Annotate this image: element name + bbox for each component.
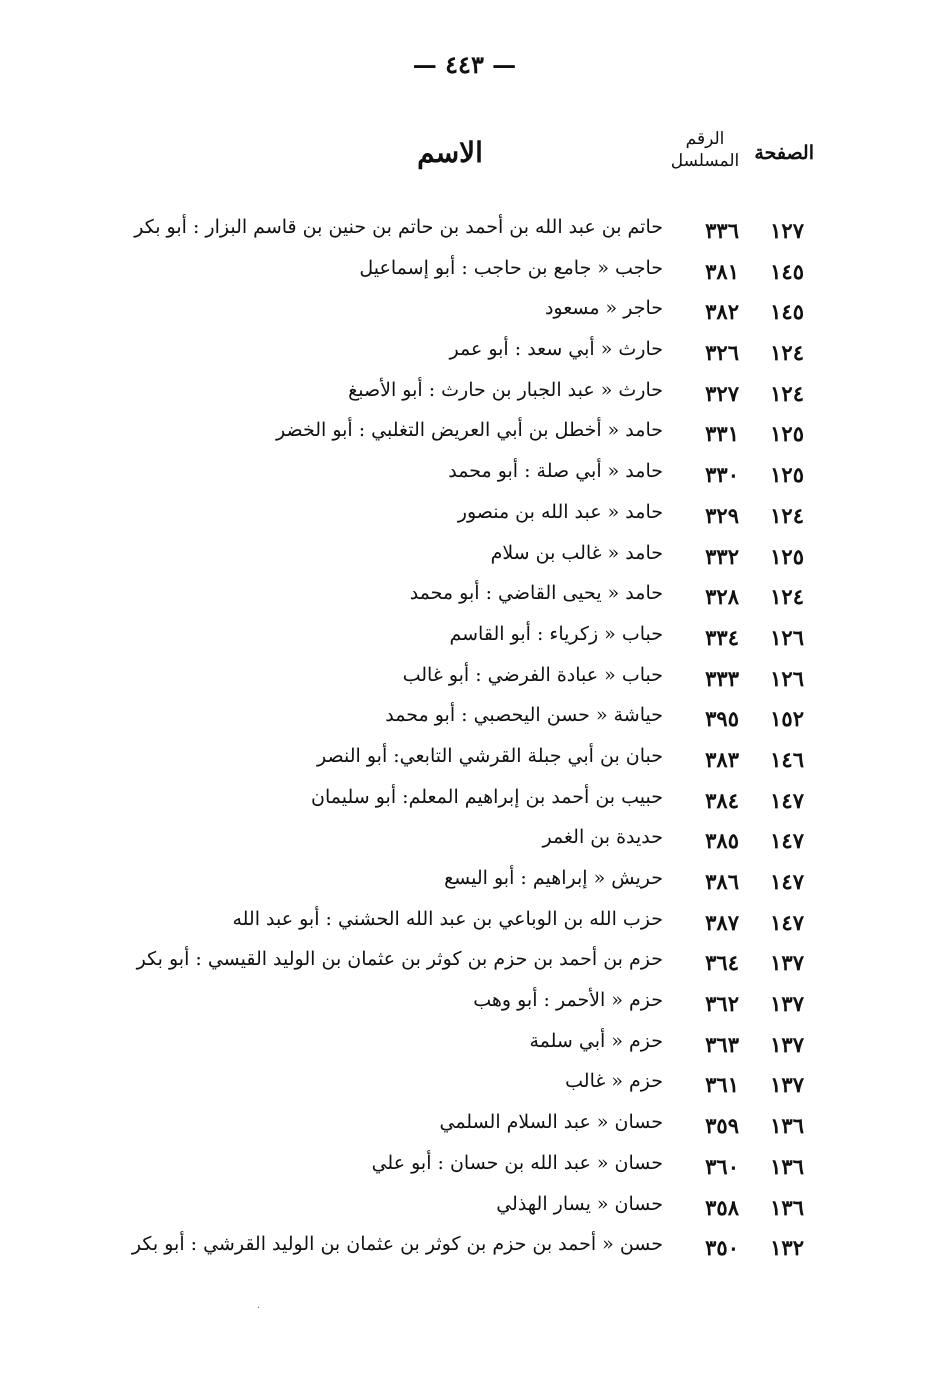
page-number-cell: ١٣٧	[770, 1031, 804, 1057]
serial-number-cell: ٣٨١	[705, 258, 739, 284]
page-number-cell: ١٤٧	[770, 909, 804, 935]
name-cell: حسان « عبد السلام السلمي	[439, 1111, 663, 1134]
table-row	[0, 944, 929, 985]
table-row	[0, 293, 929, 334]
page-number-cell: ١٣٧	[770, 991, 804, 1017]
serial-number-cell: ٣٩٥	[705, 706, 739, 732]
index-table	[0, 212, 929, 1270]
name-cell: حاجب « جامع بن حاجب : أبو إسماعيل	[359, 256, 663, 279]
table-row	[0, 415, 929, 456]
serial-number-cell: ٣٣١	[705, 421, 739, 447]
name-cell: حزب الله بن الوباعي بن عبد الله الحشني : أبو عبد الله	[232, 907, 663, 930]
table-row	[0, 334, 929, 375]
serial-column-header	[670, 128, 740, 172]
page-number-cell: ١٢٤	[770, 584, 804, 610]
serial-header-line2: المسلسل	[670, 151, 740, 171]
name-column-header: الاسم	[417, 136, 483, 169]
name-cell: حسن « أحمد بن حزم بن كوثر بن عثمان بن الوليد القرشي : أبو بكر	[131, 1233, 663, 1256]
serial-number-cell: ٣٦٠	[705, 1153, 739, 1179]
serial-number-cell: ٣٦٣	[705, 1031, 739, 1057]
page-number-cell: ١٢٤	[770, 502, 804, 528]
name-cell: حديدة بن الغمر	[542, 826, 663, 849]
paper-speck: ·	[257, 1303, 261, 1314]
serial-number-cell: ٣٨٧	[705, 909, 739, 935]
name-cell: حارث « أبي سعد : أبو عمر	[449, 338, 663, 361]
page-column-header: الصفحة	[754, 142, 814, 164]
page-number-cell: ١٤٧	[770, 787, 804, 813]
serial-number-cell: ٣٢٨	[705, 584, 739, 610]
name-cell: حزم « أبي سلمة	[529, 1029, 663, 1052]
table-row	[0, 782, 929, 823]
serial-number-cell: ٣٣٤	[705, 624, 739, 650]
name-cell: حامد « أخطل بن أبي العريض التغلبي : أبو الخضر	[275, 419, 663, 442]
table-row	[0, 904, 929, 945]
serial-number-cell: ٣٨٥	[705, 828, 739, 854]
serial-number-cell: ٣٢٦	[705, 340, 739, 366]
name-cell: حزم بن أحمد بن حزم بن كوثر بن عثمان بن الوليد القيسي : أبو بكر	[136, 948, 663, 971]
table-row	[0, 985, 929, 1026]
serial-number-cell: ٣٣٠	[705, 462, 739, 488]
table-row	[0, 1229, 929, 1270]
page-number-cell: ١٢٦	[770, 665, 804, 691]
serial-number-cell: ٣٨٦	[705, 869, 739, 894]
serial-number-cell: ٣٢٧	[705, 380, 739, 406]
name-cell: حسان « عبد الله بن حسان : أبو علي	[371, 1151, 663, 1174]
serial-number-cell: ٣٢٩	[705, 502, 739, 528]
serial-number-cell: ٣٦٤	[705, 950, 739, 976]
serial-number-cell: ٣٨٤	[705, 787, 739, 813]
table-row	[0, 1026, 929, 1067]
table-row	[0, 741, 929, 782]
page-number-cell: ١٢٦	[770, 624, 804, 650]
name-cell: حامد « أبي صلة : أبو محمد	[448, 460, 663, 483]
name-cell: حبيب بن أحمد بن إبراهيم المعلم: أبو سليمان	[311, 785, 663, 808]
table-row	[0, 1148, 929, 1189]
page-number-cell: ١٣٢	[770, 1235, 804, 1261]
name-cell: حبان بن أبي جبلة القرشي التابعي: أبو النصر	[317, 744, 663, 767]
table-row	[0, 822, 929, 863]
page-number-cell: ١٣٧	[770, 950, 804, 976]
table-row	[0, 456, 929, 497]
table-row	[0, 1066, 929, 1107]
page-number-cell: ١٣٧	[770, 1072, 804, 1098]
name-cell: حسان « يسار الهذلي	[496, 1192, 663, 1215]
serial-number-cell: ٣٦١	[705, 1072, 739, 1098]
name-cell: حاجر « مسعود	[544, 297, 663, 320]
name-cell: حباب « زكرياء : أبو القاسم	[449, 622, 663, 645]
name-cell: حامد « عبد الله بن منصور	[457, 500, 663, 523]
page-number-cell: ١٢٤	[770, 340, 804, 366]
serial-number-cell: ٣٣٦	[705, 218, 739, 243]
serial-number-cell: ٣٨٢	[705, 299, 739, 325]
serial-number-cell: ٣٦٢	[705, 991, 739, 1017]
table-row	[0, 1107, 929, 1148]
name-cell: حامد « غالب بن سلام	[490, 541, 663, 564]
name-cell: حزم « غالب	[565, 1070, 663, 1093]
name-cell: حامد « يحيى القاضي : أبو محمد	[409, 582, 663, 605]
page-number-cell: ١٤٦	[770, 746, 804, 772]
page-number-cell: ١٣٦	[770, 1153, 804, 1179]
table-row	[0, 619, 929, 660]
serial-number-cell: ٣٣٢	[705, 543, 739, 569]
table-row	[0, 253, 929, 294]
name-cell: حباب « عبادة الفرضي : أبو غالب	[402, 663, 663, 686]
page-number-cell: ١٢٥	[770, 543, 804, 569]
table-row	[0, 497, 929, 538]
page-number-cell: ١٢٥	[770, 421, 804, 447]
serial-number-cell: ٣٥٩	[705, 1113, 739, 1139]
page-number-cell: ١٤٧	[770, 828, 804, 854]
table-row	[0, 1189, 929, 1230]
page-number-cell: ١٤٥	[770, 299, 804, 325]
name-cell: حزم « الأحمر : أبو وهب	[473, 989, 663, 1012]
page-number-cell: ١٤٧	[770, 869, 804, 894]
serial-number-cell: ٣٣٣	[705, 665, 739, 691]
table-row	[0, 578, 929, 619]
page-number: — ٤٤٣ —	[412, 50, 517, 79]
name-cell: حياشة « حسن اليحصبي : أبو محمد	[385, 704, 663, 727]
table-row	[0, 700, 929, 741]
table-row	[0, 375, 929, 416]
table-header	[0, 122, 929, 192]
name-cell: حارث « عبد الجبار بن حارث : أبو الأصبغ	[348, 378, 663, 401]
page-number-cell: ١٣٦	[770, 1113, 804, 1139]
serial-header-line1: الرقم	[685, 129, 725, 149]
table-row	[0, 212, 929, 253]
page-number-cell: ١٢٧	[770, 218, 804, 243]
name-cell: حاتم بن عبد الله بن أحمد بن حاتم بن حنين بن قاسم البزار : أبو بكر	[134, 216, 663, 238]
page-number-cell: ١٤٥	[770, 258, 804, 284]
page-number-cell: ١٢٤	[770, 380, 804, 406]
page-number-cell: ١٣٦	[770, 1194, 804, 1220]
table-row	[0, 660, 929, 701]
name-cell: حريش « إبراهيم : أبو اليسع	[444, 867, 663, 889]
table-row	[0, 863, 929, 904]
serial-number-cell: ٣٥٨	[705, 1194, 739, 1220]
table-row	[0, 538, 929, 579]
serial-number-cell: ٣٨٣	[705, 746, 739, 772]
page-number-cell: ١٥٢	[770, 706, 804, 732]
page-number-cell: ١٢٥	[770, 462, 804, 488]
serial-number-cell: ٣٥٠	[705, 1235, 739, 1261]
